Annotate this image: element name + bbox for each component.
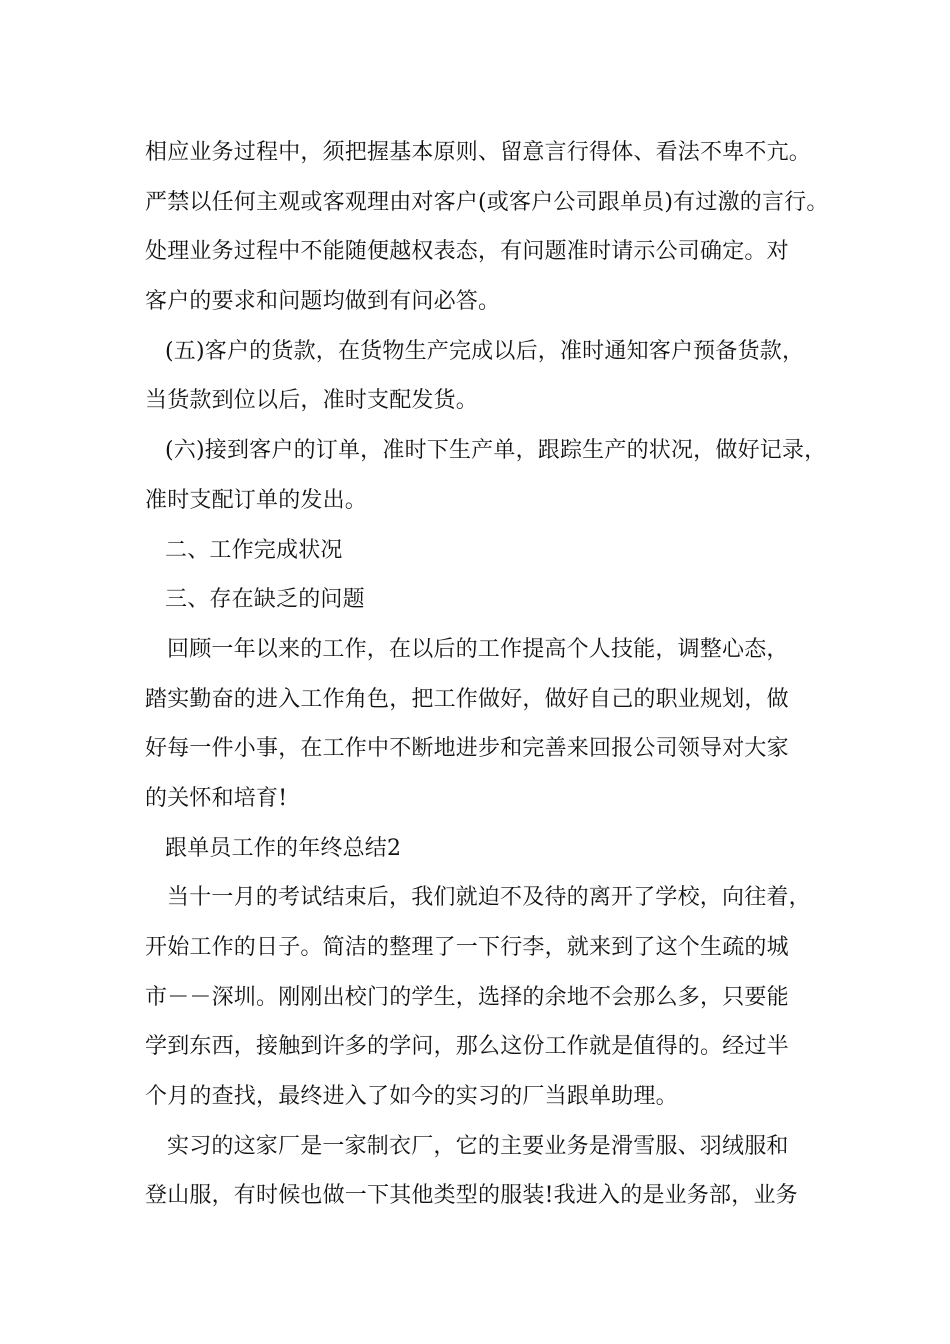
text-line: 踏实勤奋的进入工作角色，把工作做好，做好自己的职业规划，做 (145, 686, 789, 712)
text-line: 相应业务过程中，须把握基本原则、留意言行得体、看法不卑不亢。 (145, 140, 812, 165)
text-line: 的关怀和培育! (145, 785, 288, 811)
text-line: 好每一件小事，在工作中不断地进步和完善来回报公司领导对大家 (145, 736, 789, 762)
text-line: 处理业务过程中不能随便越权表态，有问题准时请示公司确定。对 (145, 239, 789, 265)
text-line: 回顾一年以来的工作，在以后的工作提高个人技能，调整心态， (167, 636, 789, 662)
text-line: 个月的查找，最终进入了如今的实习的厂当跟单助理。 (145, 1084, 678, 1110)
text-line: 市－－深圳。刚刚出校门的学生，选择的余地不会那么多，只要能 (145, 984, 789, 1010)
text-line: (五)客户的货款，在货物生产完成以后，准时通知客户预备货款， (165, 338, 805, 364)
article-title: 跟单员工作的年终总结2 (165, 835, 402, 861)
text-line: 实习的这家厂是一家制衣厂，它的主要业务是滑雪服、羽绒服和 (167, 1133, 789, 1159)
text-line: (六)接到客户的订单，准时下生产单，跟踪生产的状况，做好记录， (165, 438, 827, 464)
text-line: 当货款到位以后，准时支配发货。 (145, 388, 479, 414)
section-heading: 三、存在缺乏的问题 (165, 587, 365, 613)
document-page (145, 128, 835, 1221)
section-heading: 二、工作完成状况 (165, 537, 343, 563)
text-line: 开始工作的日子。简洁的整理了一下行李，就来到了这个生疏的城 (145, 935, 789, 960)
text-line: 当十一月的考试结束后，我们就迫不及待的离开了学校，向往着， (167, 885, 811, 911)
text-line: 学到东西，接触到许多的学问，那么这份工作就是值得的。经过半 (145, 1034, 789, 1060)
text-line: 登山服，有时候也做一下其他类型的服装!我进入的是业务部，业务 (145, 1183, 798, 1209)
text-line: 准时支配订单的发出。 (145, 487, 368, 513)
text-line: 客户的要求和问题均做到有问必答。 (145, 289, 501, 315)
text-line: 严禁以任何主观或客观理由对客户(或客户公司跟单员)有过激的言行。 (145, 189, 829, 215)
